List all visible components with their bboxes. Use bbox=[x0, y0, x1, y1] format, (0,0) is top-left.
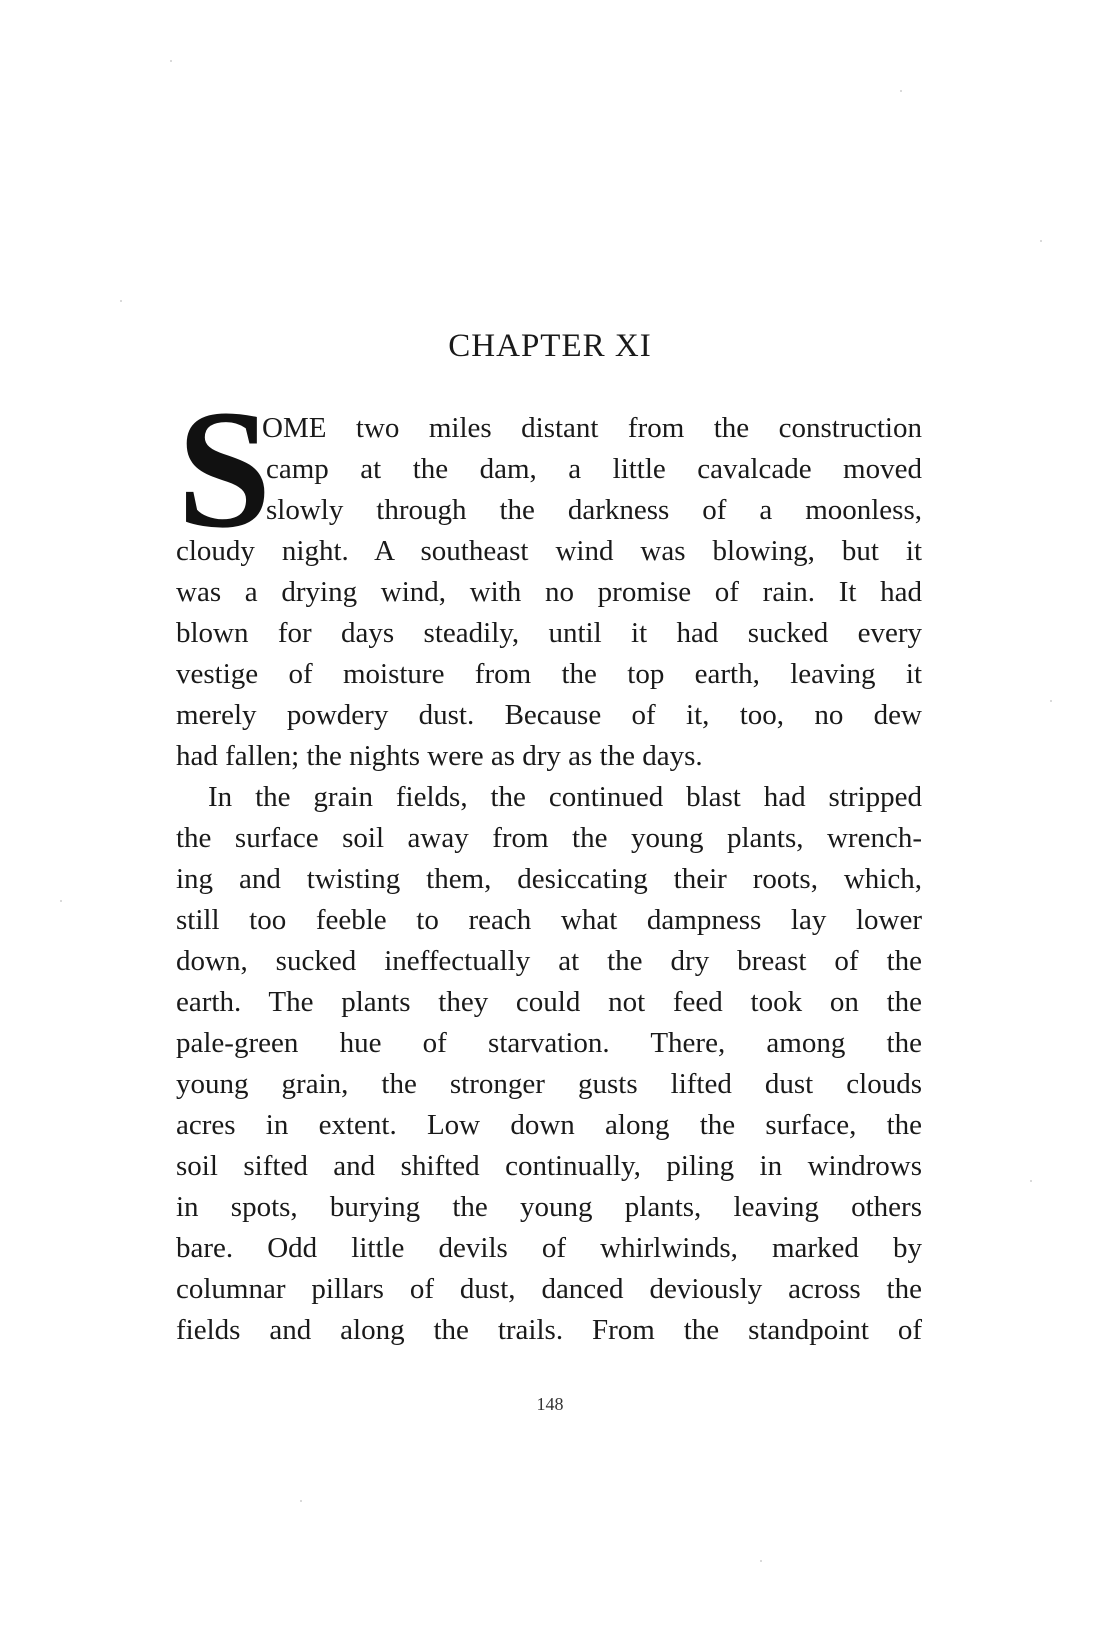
paper-speck bbox=[170, 60, 172, 62]
text-line: earth. The plants they could not feed took on the bbox=[176, 986, 922, 1018]
paper-speck bbox=[60, 900, 62, 902]
text-line: down, sucked ineffectually at the dry breast of the bbox=[176, 945, 922, 977]
paper-speck bbox=[1050, 700, 1052, 702]
text-line: vestige of moisture from the top earth, leaving it bbox=[176, 658, 922, 690]
text-line: fields and along the trails. From the standpoint of bbox=[176, 1314, 922, 1346]
paper-speck bbox=[900, 90, 902, 92]
text-line: blown for days steadily, until it had sucked every bbox=[176, 617, 922, 649]
text-line: soil sifted and shifted continually, piling in windrows bbox=[176, 1150, 922, 1182]
paper-speck bbox=[120, 300, 122, 302]
drop-cap: S bbox=[177, 375, 272, 563]
text-line: the surface soil away from the young plants, wrench- bbox=[176, 822, 922, 854]
page-number: 148 bbox=[536, 1394, 564, 1414]
text-line: still too feeble to reach what dampness lay lower bbox=[176, 904, 922, 936]
text-line: ing and twisting them, desiccating their roots, which, bbox=[176, 863, 922, 895]
text-line: acres in extent. Low down along the surface, the bbox=[176, 1109, 922, 1141]
text-line: columnar pillars of dust, danced deviously across the bbox=[176, 1273, 922, 1305]
text-line: merely powdery dust. Because of it, too, no dew bbox=[176, 699, 922, 731]
text-line: had fallen; the nights were as dry as the days. bbox=[176, 740, 703, 772]
text-line: bare. Odd little devils of whirlwinds, marked by bbox=[176, 1232, 922, 1264]
text-line: slowly through the darkness of a moonless, bbox=[266, 494, 922, 526]
text-line: in spots, burying the young plants, leaving others bbox=[176, 1191, 922, 1223]
text-line: young grain, the stronger gusts lifted dust clouds bbox=[176, 1068, 922, 1100]
paper-speck bbox=[1030, 1180, 1032, 1182]
text-line: pale-green hue of starvation. There, among the bbox=[176, 1027, 922, 1059]
text-line: In the grain fields, the continued blast had stripped bbox=[208, 781, 922, 813]
paper-speck bbox=[1040, 240, 1042, 242]
text-line: OME two miles distant from the construction bbox=[262, 412, 922, 444]
text-line: was a drying wind, with no promise of rain. It had bbox=[176, 576, 922, 608]
paper-speck bbox=[300, 1500, 302, 1502]
text-line: camp at the dam, a little cavalcade moved bbox=[266, 453, 922, 485]
chapter-title: CHAPTER XI bbox=[448, 328, 652, 364]
text-line: cloudy night. A southeast wind was blowing, but it bbox=[176, 535, 922, 567]
paper-speck bbox=[760, 1560, 762, 1562]
